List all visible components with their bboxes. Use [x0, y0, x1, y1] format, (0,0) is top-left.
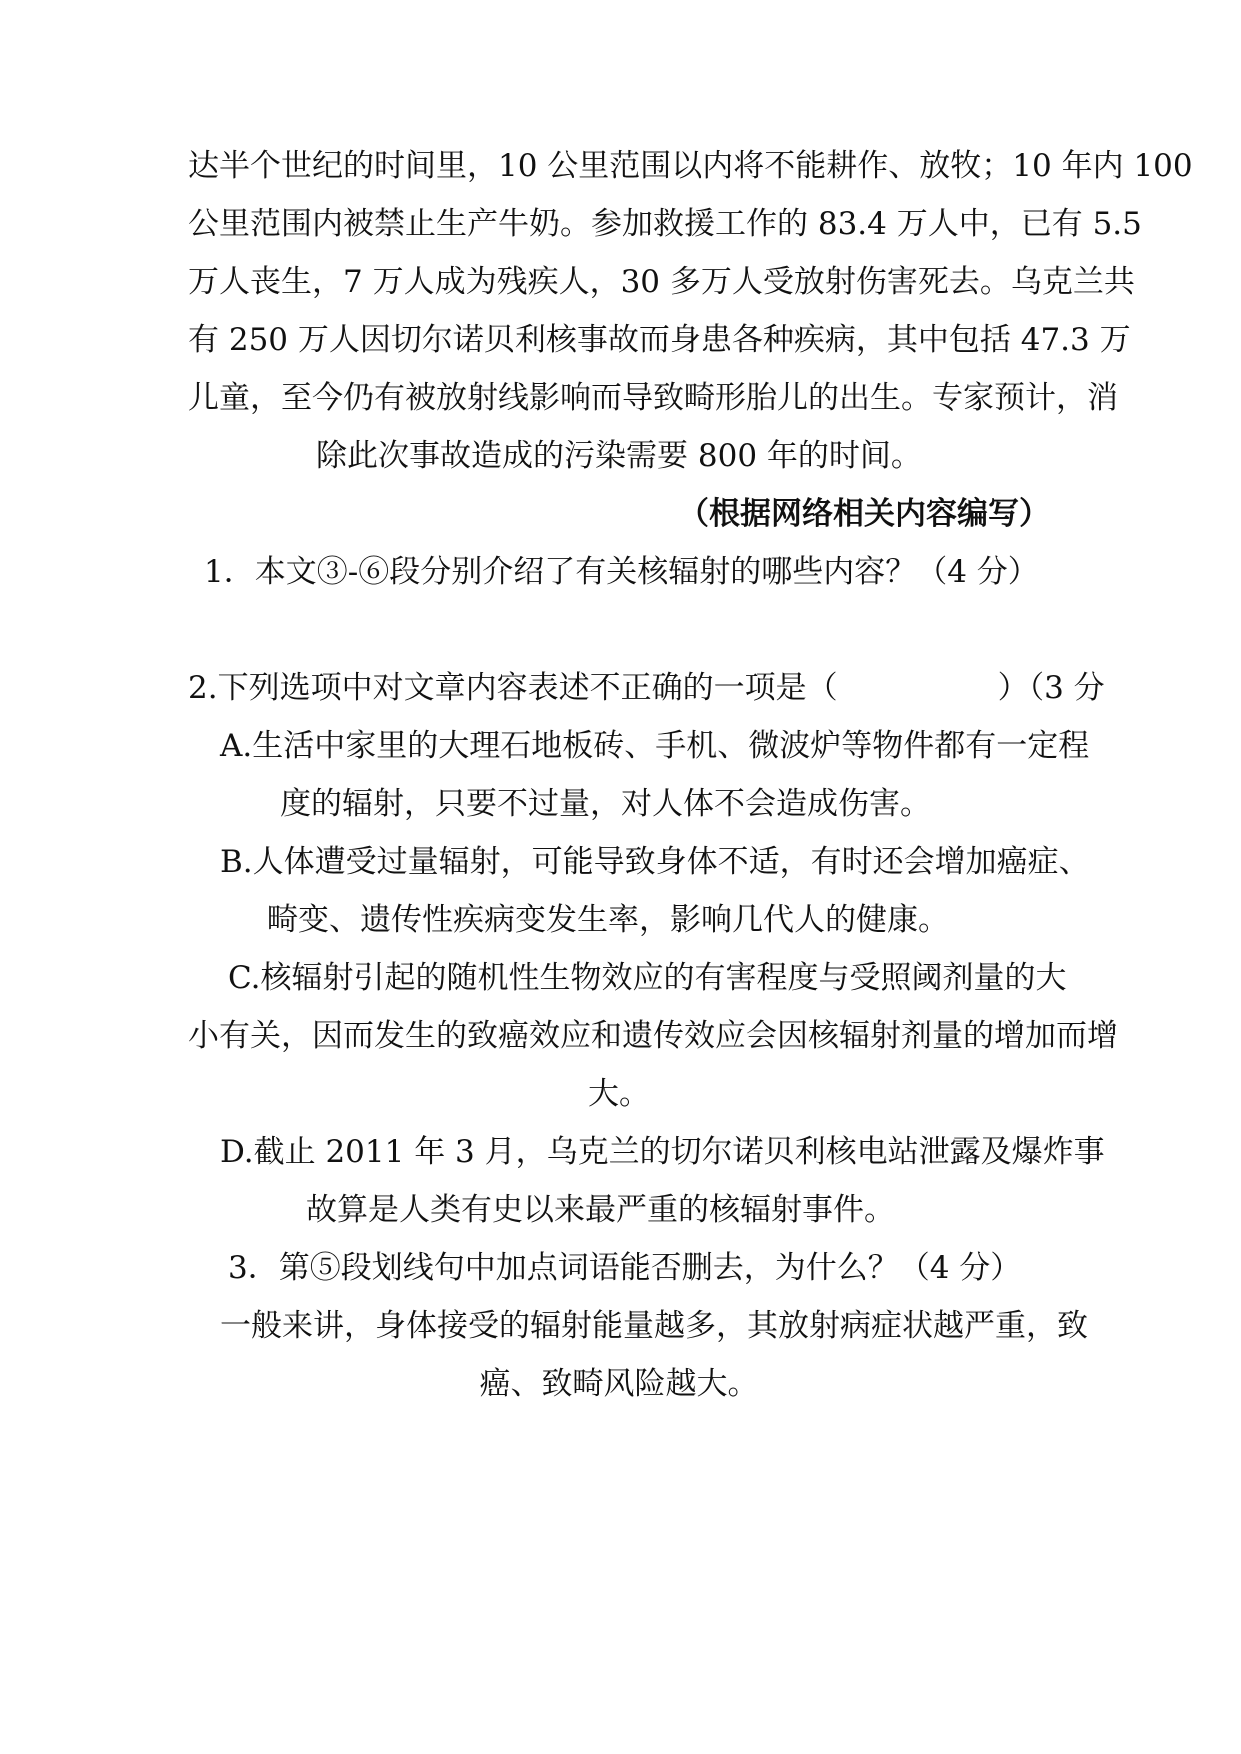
passage-line-4: 有 250 万人因切尔诺贝利核事故而身患各种疾病，其中包括 47.3 万: [188, 322, 1131, 358]
passage-line-1: 达半个世纪的时间里，10 公里范围以内将不能耕作、放牧；10 年内 100: [188, 148, 1193, 184]
option-a-line-1: A.生活中家里的大理石地板砖、手机、微波炉等物件都有一定程: [220, 728, 1090, 764]
question-1: 1．本文③-⑥段分别介绍了有关核辐射的哪些内容？（4 分）: [204, 554, 1039, 590]
option-c-line-1: C.核辐射引起的随机性生物效应的有害程度与受照阈剂量的大: [228, 960, 1067, 996]
option-b-line-1: B.人体遭受过量辐射，可能导致身体不适，有时还会增加癌症、: [220, 844, 1090, 880]
passage-last-line: 除此次事故造成的污染需要 800 年的时间。: [316, 438, 922, 474]
quote-line-1: 一般来讲，身体接受的辐射能量越多，其放射病症状越严重，致: [220, 1308, 1088, 1344]
option-d-line-2: 故算是人类有史以来最严重的核辐射事件。: [306, 1192, 895, 1228]
quote-line-2: 癌、致畸风险越大。: [479, 1366, 759, 1402]
question-2-stem-end: ）（3 分: [997, 670, 1105, 706]
option-c-line-2: 小有关，因而发生的致癌效应和遗传效应会因核辐射剂量的增加而增: [188, 1018, 1118, 1054]
option-d-line-1: D.截止 2011 年 3 月，乌克兰的切尔诺贝利核电站泄露及爆炸事: [220, 1134, 1105, 1170]
passage-line-5: 儿童，至今仍有被放射线影响而导致畸形胎儿的出生。专家预计，消: [188, 380, 1118, 416]
source-note: （根据网络相关内容编写）: [678, 496, 1050, 532]
passage-line-2: 公里范围内被禁止生产牛奶。参加救援工作的 83.4 万人中，已有 5.5: [188, 206, 1142, 242]
question-2-stem-start: 2.下列选项中对文章内容表述不正确的一项是（: [188, 670, 838, 706]
option-c-line-3: 大。: [588, 1076, 650, 1112]
passage-line-3: 万人丧生，7 万人成为残疾人，30 多万人受放射伤害死去。乌克兰共: [188, 264, 1135, 300]
option-a-line-2: 度的辐射，只要不过量，对人体不会造成伤害。: [280, 786, 931, 822]
question-2-stem: [188, 668, 1105, 708]
option-b-line-2: 畸变、遗传性疾病变发生率，影响几代人的健康。: [267, 902, 949, 938]
question-3: 3．第⑤段划线句中加点词语能否删去，为什么？（4 分）: [228, 1250, 1022, 1286]
